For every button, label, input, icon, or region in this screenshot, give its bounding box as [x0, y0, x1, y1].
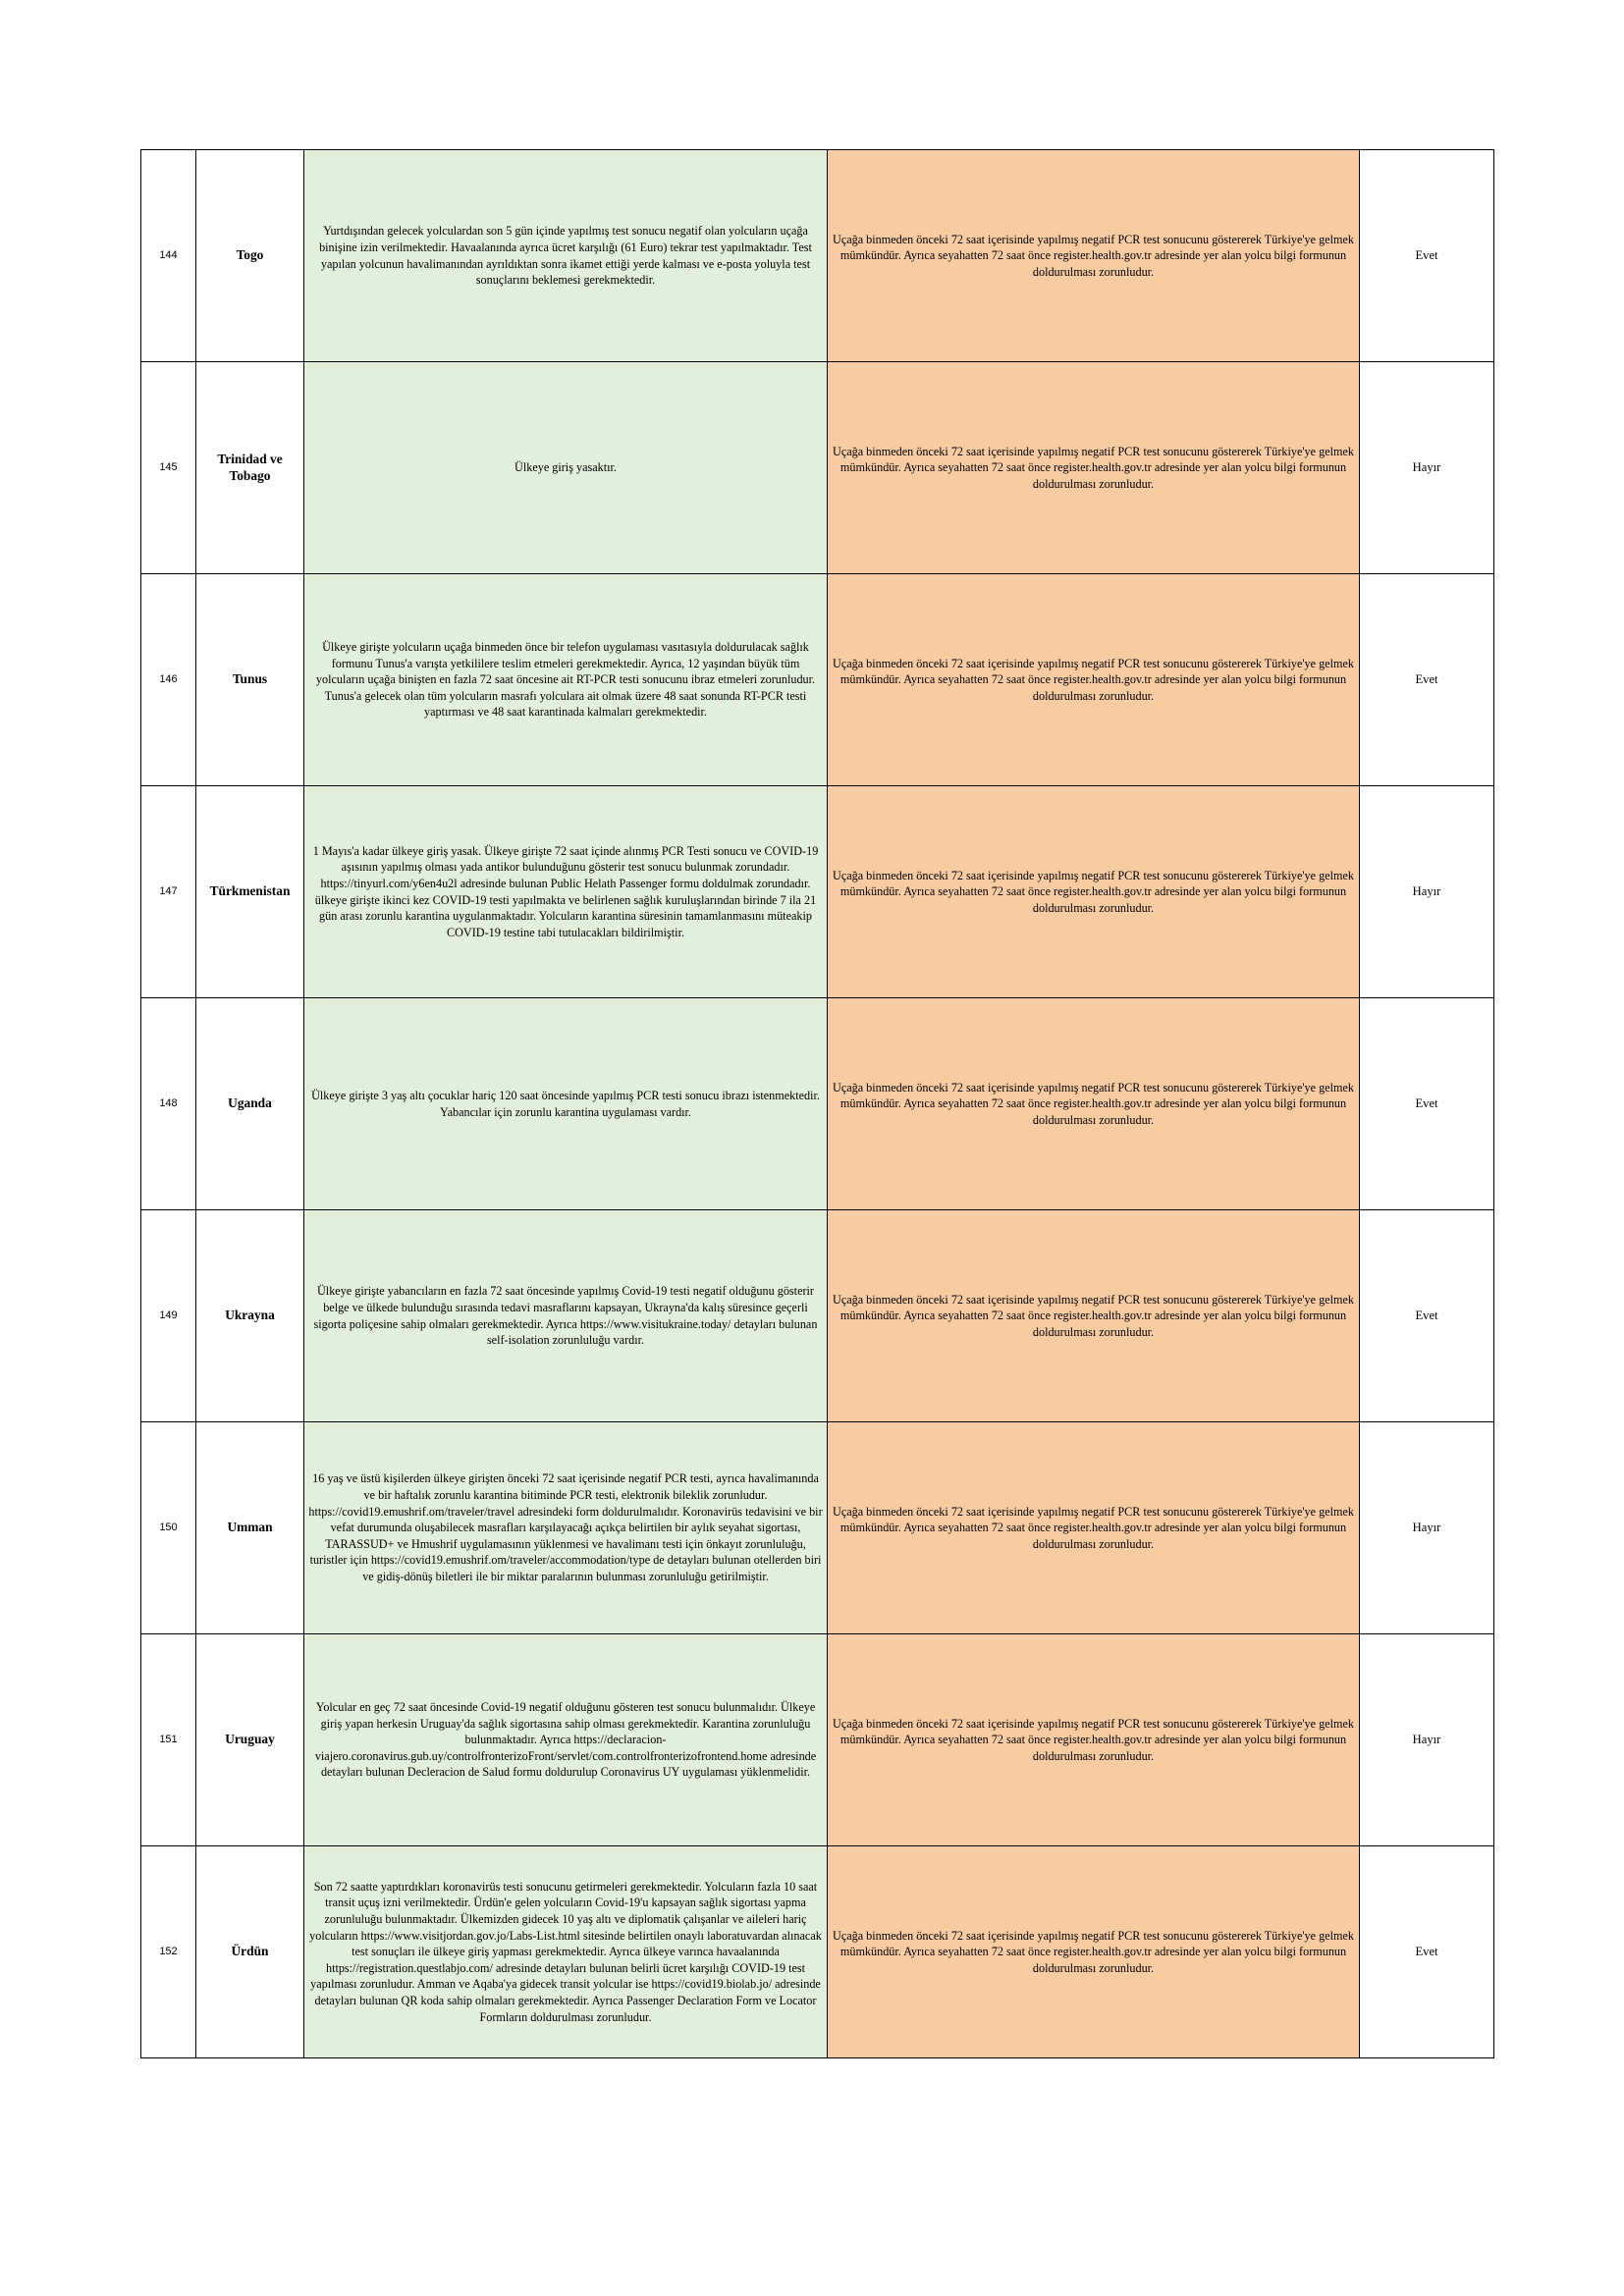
table-row	[141, 1422, 1494, 1634]
entry-rules: Ülkeye giriş yasaktır.	[304, 362, 828, 574]
entry-rules: Yurtdışından gelecek yolculardan son 5 gün içinde yapılmış test sonucu negatif olan yolcuların uçağa binişine izin verilmektedir. Havaalanında ayrıca ücret karşılığı (61 Euro) tekrar test yapılmaktadır. Test yapılan yolcunun havalimanından ayrıldıktan sonra ikamet ettiği yerde kalması ve e-posta yoluyla test sonuçlarını beklemesi gerekmektedir.	[304, 150, 828, 362]
entry-rules: Ülkeye girişte yolcuların uçağa binmeden önce bir telefon uygulaması vasıtasıyla doldurulacak sağlık formunu Tunus'a varışta yetkililere teslim etmeleri gerekmektedir. Ayrıca, 12 yaşından büyük tüm yolcuların uçağa binişten en fazla 72 saat öncesine ait RT-PCR testi sonucunu ibraz etmeleri zorunludur. Tunus'a gelecek olan tüm yolcuların masrafı yolculara ait olmak üzere 48 saat sonunda RT-PCR testi yaptırması ve 48 saat karantinada kalmaları gerekmektedir.	[304, 574, 828, 786]
country-name: Türkmenistan	[196, 786, 304, 998]
table-row	[141, 574, 1494, 786]
entry-rules: 1 Mayıs'a kadar ülkeye giriş yasak. Ülkeye girişte 72 saat içinde alınmış PCR Testi sonucu ve COVID-19 aşısının yapılmış olması yada antikor bulunduğunu gösterir test sonucu bulunmak zorundadır. https://tinyurl.com/y6en4u2l adresinde bulunan Public Helath Passenger formu doldulmak zorundadır. ülkeye girişte ikinci kez COVID-19 testi yapılmakta ve belirlenen sağlık kuruluşlarından birinde 7 ila 21 gün arası zorunlu karantina uygulanmaktadır. Yolcuların karantina süresinin tamamlanmasını müteakip COVID-19 testine tabi tutulacakları bildirilmiştir.	[304, 786, 828, 998]
turkey-travel-rules: Uçağa binmeden önceki 72 saat içerisinde yapılmış negatif PCR test sonucunu göstererek Türkiye'ye gelmek mümkündür. Ayrıca seyahatten 72 saat önce register.health.gov.tr adresinde yer alan yolcu bilgi formunun doldurulması zorunludur.	[828, 574, 1360, 786]
yes-no-value: Hayır	[1360, 1422, 1494, 1634]
yes-no-value: Evet	[1360, 1210, 1494, 1422]
country-name: Tunus	[196, 574, 304, 786]
row-number: 152	[141, 1846, 196, 2058]
country-travel-table	[140, 149, 1494, 2058]
entry-rules: Son 72 saatte yaptırdıkları koronavirüs testi sonucunu getirmeleri gerekmektedir. Yolcuların fazla 10 saat transit uçuş izni verilmektedir. Ürdün'e gelen yolcuların Covid-19'u kapsayan sağlık sigortası yapma zorunluluğu bulunmaktadır. Ülkemizden gidecek 10 yaş altı ve diplomatik çalışanlar ve aileleri hariç yolcuların https://www.visitjordan.gov.jo/Labs-List.html sitesinde belirtilen onaylı laboratuvardan alınacak test sonuçları ile ülkeye giriş yapması gerekmektedir. Ayrıca ülkeye varınca havaalanında https://registration.questlabjo.com/ adresinde detayları bulunan belirli ücret karşılığı COVID-19 test yapılması zorunludur. Amman ve Aqaba'ya gidecek transit yolcular ise https://covid19.biolab.jo/ adresinde detayları bulunan QR koda sahip olmaları gerekmektedir. Ayrıca Passenger Declaration Form ve Locator Formların doldurulması zorunludur.	[304, 1846, 828, 2058]
yes-no-value: Evet	[1360, 1846, 1494, 2058]
country-name: Uruguay	[196, 1634, 304, 1846]
yes-no-value: Hayır	[1360, 362, 1494, 574]
table-body	[141, 150, 1494, 2058]
country-name: Trinidad ve Tobago	[196, 362, 304, 574]
entry-rules: Yolcular en geç 72 saat öncesinde Covid-19 negatif olduğunu gösteren test sonucu bulunmalıdır. Ülkeye giriş yapan herkesin Uruguay'da sağlık sigortasına sahip olması gerekmektedir. Karantina zorunluluğu bulunmaktadır. Ayrıca https://declaracion-viajero.coronavirus.gub.uy/controlfronterizoFront/servlet/com.controlfronterizofrontend.home adresinde detayları bulunan Decleracion de Salud formu doldurulup Coronavirus UY uygulaması yüklenmelidir.	[304, 1634, 828, 1846]
row-number: 147	[141, 786, 196, 998]
table-row	[141, 1634, 1494, 1846]
row-number: 151	[141, 1634, 196, 1846]
country-name: Ürdün	[196, 1846, 304, 2058]
yes-no-value: Evet	[1360, 998, 1494, 1210]
row-number: 146	[141, 574, 196, 786]
country-name: Umman	[196, 1422, 304, 1634]
entry-rules: Ülkeye girişte 3 yaş altı çocuklar hariç 120 saat öncesinde yapılmış PCR testi sonucu ibrazı istenmektedir. Yabancılar için zorunlu karantina uygulaması vardır.	[304, 998, 828, 1210]
yes-no-value: Evet	[1360, 150, 1494, 362]
table-row	[141, 150, 1494, 362]
row-number: 150	[141, 1422, 196, 1634]
turkey-travel-rules: Uçağa binmeden önceki 72 saat içerisinde yapılmış negatif PCR test sonucunu göstererek Türkiye'ye gelmek mümkündür. Ayrıca seyahatten 72 saat önce register.health.gov.tr adresinde yer alan yolcu bilgi formunun doldurulması zorunludur.	[828, 362, 1360, 574]
table-row	[141, 1846, 1494, 2058]
turkey-travel-rules: Uçağa binmeden önceki 72 saat içerisinde yapılmış negatif PCR test sonucunu göstererek Türkiye'ye gelmek mümkündür. Ayrıca seyahatten 72 saat önce register.health.gov.tr adresinde yer alan yolcu bilgi formunun doldurulması zorunludur.	[828, 1846, 1360, 2058]
turkey-travel-rules: Uçağa binmeden önceki 72 saat içerisinde yapılmış negatif PCR test sonucunu göstererek Türkiye'ye gelmek mümkündür. Ayrıca seyahatten 72 saat önce register.health.gov.tr adresinde yer alan yolcu bilgi formunun doldurulması zorunludur.	[828, 1634, 1360, 1846]
row-number: 144	[141, 150, 196, 362]
country-name: Ukrayna	[196, 1210, 304, 1422]
table-row	[141, 998, 1494, 1210]
row-number: 149	[141, 1210, 196, 1422]
table-row	[141, 786, 1494, 998]
entry-rules: Ülkeye girişte yabancıların en fazla 72 saat öncesinde yapılmış Covid-19 testi negatif olduğunu gösterir belge ve ülkede bulunduğu sırasında tedavi masraflarını kapsayan, Ukrayna'da kalış süresince geçerli sigorta poliçesine sahip olmaları gerekmektedir. Ayrıca https://www.visitukraine.today/ detayları bulunan self-isolation zorunluluğu vardır.	[304, 1210, 828, 1422]
yes-no-value: Evet	[1360, 574, 1494, 786]
table-row	[141, 362, 1494, 574]
yes-no-value: Hayır	[1360, 1634, 1494, 1846]
turkey-travel-rules: Uçağa binmeden önceki 72 saat içerisinde yapılmış negatif PCR test sonucunu göstererek Türkiye'ye gelmek mümkündür. Ayrıca seyahatten 72 saat önce register.health.gov.tr adresinde yer alan yolcu bilgi formunun doldurulması zorunludur.	[828, 1422, 1360, 1634]
table-row	[141, 1210, 1494, 1422]
yes-no-value: Hayır	[1360, 786, 1494, 998]
entry-rules: 16 yaş ve üstü kişilerden ülkeye girişten önceki 72 saat içerisinde negatif PCR testi, ayrıca havalimanında ve bir haftalık zorunlu karantina bitiminde PCR testi, elektronik bileklik zorunludur. https://covid19.emushrif.om/traveler/travel adresindeki form doldurulmalıdır. Koronavirüs tedavisini ve bir vefat durumunda oluşabilecek masrafları karşılayacağı açıkça belirtilen bir aylık seyahat sigortası, TARASSUD+ ve Hmushrif uygulamasının yüklenmesi ve havalimanı testi için önkayıt zorunluluğu, turistler için https://covid19.emushrif.om/traveler/accommodation/type de detayları bulunan otellerden biri ve gidiş-dönüş biletleri ile bir miktar paralarının bulunması zorunluluğu getirilmiştir.	[304, 1422, 828, 1634]
row-number: 145	[141, 362, 196, 574]
turkey-travel-rules: Uçağa binmeden önceki 72 saat içerisinde yapılmış negatif PCR test sonucunu göstererek Türkiye'ye gelmek mümkündür. Ayrıca seyahatten 72 saat önce register.health.gov.tr adresinde yer alan yolcu bilgi formunun doldurulması zorunludur.	[828, 1210, 1360, 1422]
country-name: Togo	[196, 150, 304, 362]
row-number: 148	[141, 998, 196, 1210]
turkey-travel-rules: Uçağa binmeden önceki 72 saat içerisinde yapılmış negatif PCR test sonucunu göstererek Türkiye'ye gelmek mümkündür. Ayrıca seyahatten 72 saat önce register.health.gov.tr adresinde yer alan yolcu bilgi formunun doldurulması zorunludur.	[828, 786, 1360, 998]
country-name: Uganda	[196, 998, 304, 1210]
turkey-travel-rules: Uçağa binmeden önceki 72 saat içerisinde yapılmış negatif PCR test sonucunu göstererek Türkiye'ye gelmek mümkündür. Ayrıca seyahatten 72 saat önce register.health.gov.tr adresinde yer alan yolcu bilgi formunun doldurulması zorunludur.	[828, 150, 1360, 362]
turkey-travel-rules: Uçağa binmeden önceki 72 saat içerisinde yapılmış negatif PCR test sonucunu göstererek Türkiye'ye gelmek mümkündür. Ayrıca seyahatten 72 saat önce register.health.gov.tr adresinde yer alan yolcu bilgi formunun doldurulması zorunludur.	[828, 998, 1360, 1210]
